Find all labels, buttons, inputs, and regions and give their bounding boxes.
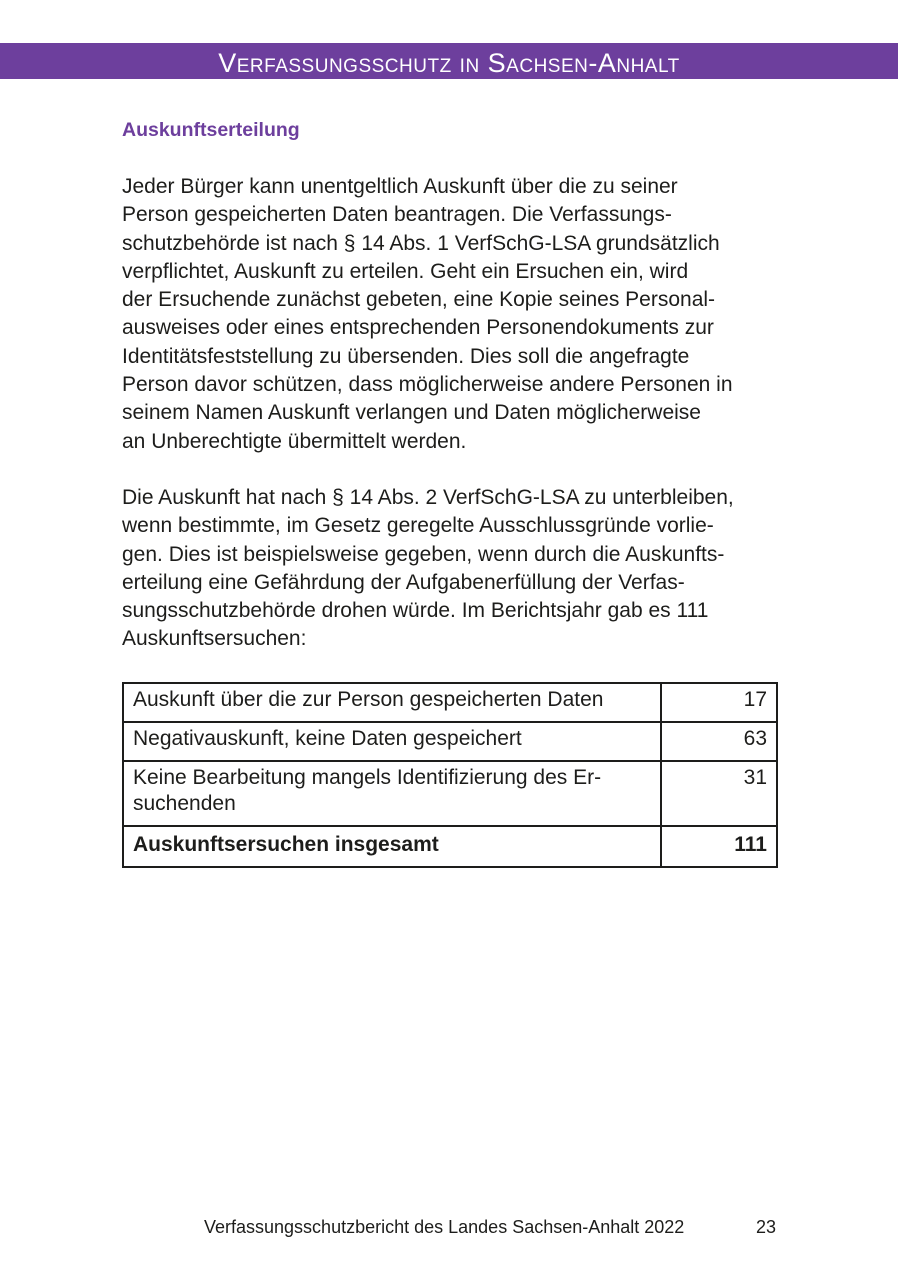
paragraph-line: Auskunftsersuchen:	[122, 627, 307, 651]
section-heading: Auskunftserteilung	[122, 119, 300, 141]
paragraph-line: seinem Namen Auskunft verlangen und Daten möglicherweise	[122, 401, 701, 425]
row-label	[123, 761, 661, 826]
paragraph-line: Person gespeicherten Daten beantragen. Die Verfassungs-	[122, 203, 672, 227]
paragraph-line: erteilung eine Gefährdung der Aufgabenerfüllung der Verfas-	[122, 570, 685, 594]
row-label-line: Keine Bearbeitung mangels Identifizierung des Er-	[133, 765, 602, 789]
row-value: 17	[661, 683, 777, 722]
table-row	[123, 722, 777, 761]
paragraph-2	[122, 484, 778, 654]
page-header-title: Verfassungsschutz in Sachsen-Anhalt	[218, 48, 680, 78]
paragraph-line: verpflichtet, Auskunft zu erteilen. Geht ein Ersuchen ein, wird	[122, 259, 689, 283]
paragraph-line: Die Auskunft hat nach § 14 Abs. 2 VerfSchG-LSA zu unterbleiben,	[122, 485, 734, 509]
paragraph-line: gen. Dies ist beispielsweise gegeben, wenn durch die Auskunfts-	[122, 542, 725, 566]
row-label	[123, 722, 661, 761]
paragraph-line: schutzbehörde ist nach § 14 Abs. 1 VerfSchG-LSA grundsätzlich	[122, 231, 720, 255]
paragraph-line: Person davor schützen, dass möglicherweise andere Personen in	[122, 373, 733, 397]
paragraph-line: an Unberechtigte übermittelt werden.	[122, 429, 467, 453]
paragraph-line: sungsschutzbehörde drohen würde. Im Berichtsjahr gab es 111	[122, 599, 709, 623]
main-content	[122, 116, 778, 868]
header-bar	[0, 43, 898, 79]
row-label	[123, 683, 661, 722]
paragraph-1	[122, 173, 778, 456]
footer-title: Verfassungsschutzbericht des Landes Sachsen-Anhalt 2022	[204, 1217, 685, 1237]
row-label-line: Auskunft über die zur Person gespeicherten Daten	[133, 687, 604, 711]
row-label-line: suchenden	[133, 791, 236, 815]
total-label: Auskunftsersuchen insgesamt	[123, 826, 661, 867]
paragraph-line: ausweises oder eines entsprechenden Personendokuments zur	[122, 316, 714, 340]
table-row	[123, 683, 777, 722]
paragraph-line: der Ersuchende zunächst gebeten, eine Kopie seines Personal-	[122, 288, 716, 312]
paragraph-line: Identitätsfeststellung zu übersenden. Dies soll die angefragte	[122, 344, 690, 368]
auskunft-statistics-table	[122, 682, 778, 868]
page-number: 23	[756, 1217, 777, 1237]
row-value: 31	[661, 761, 777, 826]
table-row	[123, 761, 777, 826]
paragraph-line: Jeder Bürger kann unentgeltlich Auskunft über die zu seiner	[122, 175, 678, 198]
table-total-row	[123, 826, 777, 867]
total-value: 111	[661, 826, 777, 867]
paragraph-line: wenn bestimmte, im Gesetz geregelte Ausschlussgründe vorlie-	[122, 514, 714, 538]
row-value: 63	[661, 722, 777, 761]
row-label-line: Negativauskunft, keine Daten gespeichert	[133, 726, 522, 750]
